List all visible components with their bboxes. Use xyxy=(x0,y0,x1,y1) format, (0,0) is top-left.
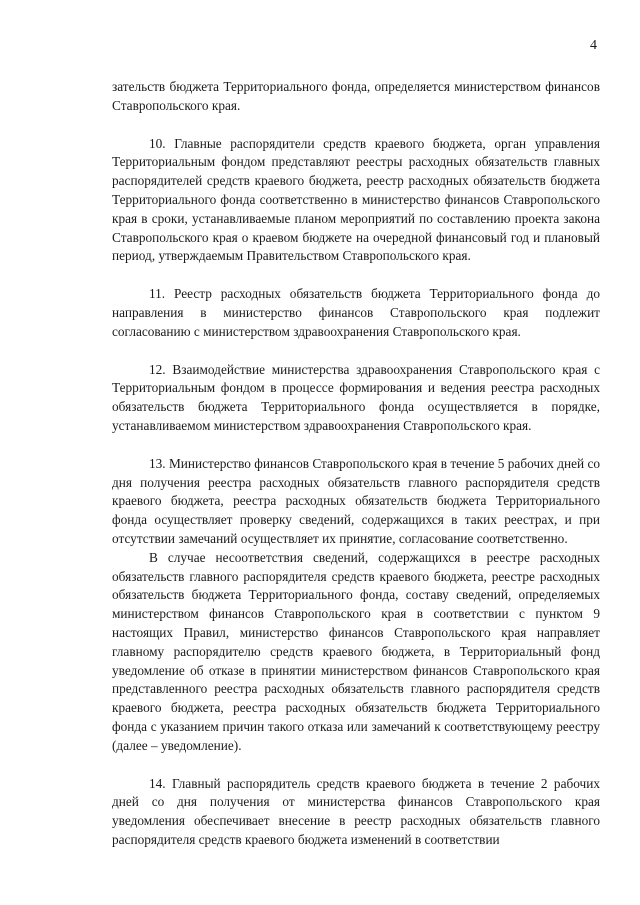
paragraph-spacer xyxy=(112,116,600,135)
paragraph: В случае несоответствия сведений, содержащихся в реестре расходных обязательств главного распорядителя средств краевого бюджета, реестре расходных обязательств бюджета Территориального фонда, составу сведений, определяемых министерством финансов Ставропольского края в соответствии с пунктом 9 настоящих Правил, министерство финансов Ставропольского края направляет главному распорядителю средств краевого бюджета, в Территориальный фонд уведомление об отказе в принятии министерством финансов Ставропольского края представленного реестра расходных обязательств главного распорядителя средств краевого бюджета, реестра расходных обязательств бюджета Территориального фонда с указанием причин такого отказа или замечаний к соответствующему реестру (далее – уведомление). xyxy=(112,549,600,753)
paragraph-spacer xyxy=(112,756,600,775)
paragraph: 14. Главный распорядитель средств краевого бюджета в течение 2 рабочих дней со дня получения от министерства финансов Ставропольского края уведомления обеспечивает внесение в реестр расходных обязательств главного распорядителя средств краевого бюджета изменений в соответствии xyxy=(112,775,600,847)
paragraph: 11. Реестр расходных обязательств бюджета Территориального фонда до направления в министерство финансов Ставропольского края подлежит согласованию с министерством здравоохранения Ставропольского края. xyxy=(112,286,600,339)
paragraph-spacer xyxy=(112,436,600,455)
paragraph: зательств бюджета Территориального фонда, определяется министерством финансов Ставропольского края. xyxy=(112,79,600,113)
paragraph: 13. Министерство финансов Ставропольского края в течение 5 рабочих дней со дня получения реестра расходных обязательств главного распорядителя средств краевого бюджета, реестра расходных обязательств бюджета Территориального фонда осуществляет проверку сведений, содержащихся в таких реестрах, и при отсутствии замечаний осуществляет их принятие, согласование соответственно. xyxy=(112,455,600,546)
page-number: 4 xyxy=(590,38,597,53)
paragraph-spacer xyxy=(112,266,600,285)
document-body xyxy=(112,78,600,850)
paragraph: 10. Главные распорядители средств краевого бюджета, орган управления Территориальным фондом представляют реестры расходных обязательств главных распорядителей средств краевого бюджета, реестр расходных обязательств бюджета Территориального фонда соответственно в министерство финансов Ставропольского края в сроки, устанавливаемые планом мероприятий по составлению проекта закона Ставропольского края о краевом бюджете на очередной финансовый год и плановый период, утверждаемым Правительством Ставропольского края. xyxy=(112,135,600,264)
paragraph: 12. Взаимодействие министерства здравоохранения Ставропольского края с Территориальным фондом в процессе формирования и ведения реестра расходных обязательств бюджета Территориального фонда осуществляется в порядке, устанавливаемом министерством здравоохранения Ставропольского края. xyxy=(112,361,600,433)
paragraph-spacer xyxy=(112,342,600,361)
